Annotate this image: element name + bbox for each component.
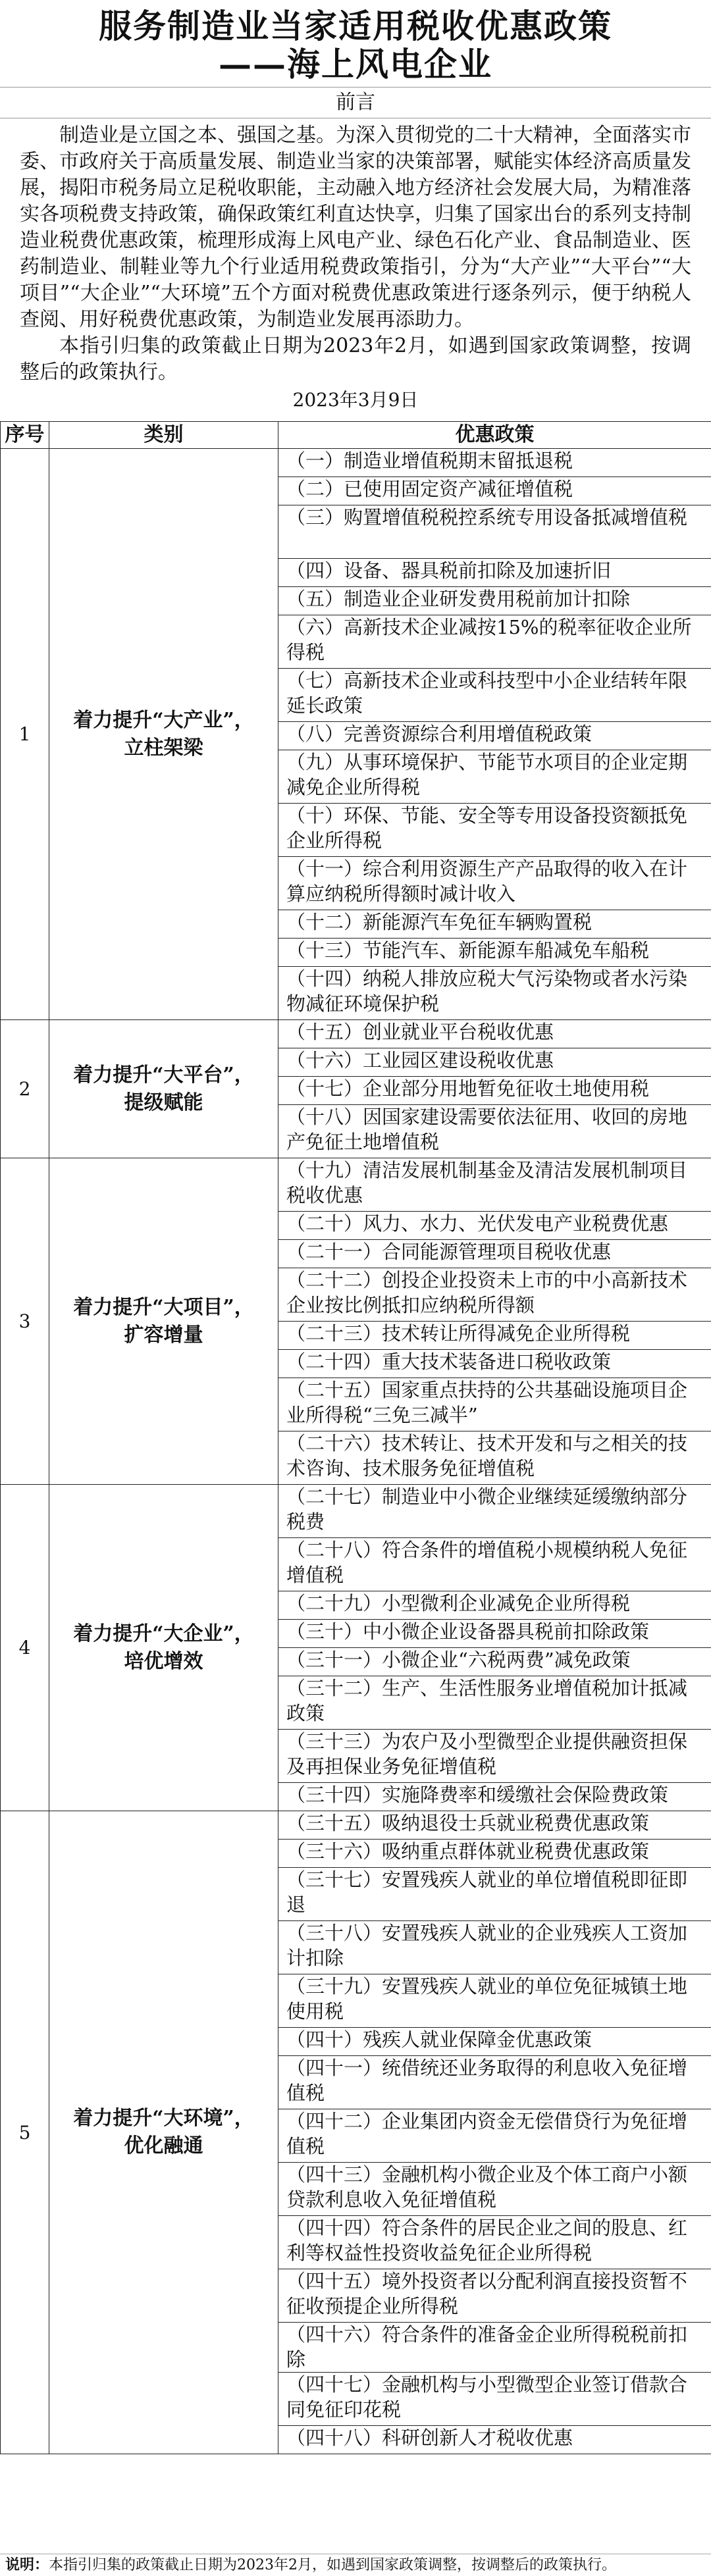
policy-item: （四十七）金融机构与小型微型企业签订借款合同免征印花税 bbox=[278, 2373, 711, 2426]
policy-item: （四十二）企业集团内资金无偿借贷行为免征增值税 bbox=[278, 2109, 711, 2163]
row-number: 1 bbox=[1, 449, 49, 1020]
policy-item: （三十二）生产、生活性服务业增值税加计抵减政策 bbox=[278, 1676, 711, 1730]
policy-item: （一）制造业增值税期末留抵退税 bbox=[278, 449, 711, 477]
policy-item: （四十）残疾人就业保障金优惠政策 bbox=[278, 2028, 711, 2056]
category-line-1: 着力提升“大平台”， bbox=[49, 1062, 278, 1089]
policy-item: （二十）风力、水力、光伏发电产业税费优惠 bbox=[278, 1212, 711, 1240]
policy-item: （三十五）吸纳退役士兵就业税费优惠政策 bbox=[278, 1811, 711, 1840]
category-line-2: 培优增效 bbox=[49, 1648, 278, 1676]
category-cell bbox=[49, 1811, 278, 2454]
page-subtitle: ——海上风电企业 bbox=[0, 45, 711, 84]
table-row bbox=[1, 1158, 711, 1212]
header-policy: 优惠政策 bbox=[278, 422, 711, 449]
footnote-label: 说明： bbox=[5, 2556, 49, 2573]
table-row bbox=[1, 1485, 711, 1538]
policy-item: （九）从事环境保护、节能节水项目的企业定期减免企业所得税 bbox=[278, 750, 711, 804]
policy-item: （三十四）实施降费率和缓缴社会保险费政策 bbox=[278, 1783, 711, 1811]
category-line-2: 提级赋能 bbox=[49, 1089, 278, 1117]
footnote-text: 本指引归集的政策截止日期为2023年2月，如遇到国家政策调整，按调整后的政策执行。 bbox=[49, 2557, 616, 2573]
policy-item: （十）环保、节能、安全等专用设备投资额抵免企业所得税 bbox=[278, 804, 711, 857]
table-row bbox=[1, 1811, 711, 1840]
category-cell bbox=[49, 1485, 278, 1811]
policy-item: （三）购置增值税税控系统专用设备抵减增值税 bbox=[278, 505, 711, 559]
policy-item: （十三）节能汽车、新能源车船减免车船税 bbox=[278, 939, 711, 967]
policy-item: （三十八）安置残疾人就业的企业残疾人工资加计扣除 bbox=[278, 1921, 711, 1974]
category-line-2: 优化融通 bbox=[49, 2132, 278, 2160]
policy-item: （十九）清洁发展机制基金及清洁发展机制项目税收优惠 bbox=[278, 1158, 711, 1212]
policy-item: （十六）工业园区建设税收优惠 bbox=[278, 1048, 711, 1077]
policy-item: （十四）纳税人排放应税大气污染物或者水污染物减征环境保护税 bbox=[278, 967, 711, 1020]
category-line-2: 扩容增量 bbox=[49, 1322, 278, 1349]
category-line-1: 着力提升“大企业”， bbox=[49, 1620, 278, 1648]
policy-item: （四十一）统借统还业务取得的利息收入免征增值税 bbox=[278, 2056, 711, 2109]
table-header-row bbox=[1, 422, 711, 449]
policy-item: （二十一）合同能源管理项目税收优惠 bbox=[278, 1240, 711, 1268]
policy-item: （十二）新能源汽车免征车辆购置税 bbox=[278, 910, 711, 939]
policy-item: （四十五）境外投资者以分配利润直接投资暂不征收预提企业所得税 bbox=[278, 2269, 711, 2323]
table-row bbox=[1, 1020, 711, 1048]
policy-item: （十八）因国家建设需要依法征用、收回的房地产免征土地增值税 bbox=[278, 1105, 711, 1158]
intro-text bbox=[20, 122, 691, 386]
policy-item: （二十四）重大技术装备进口税收政策 bbox=[278, 1350, 711, 1378]
policy-table-body bbox=[1, 449, 711, 2454]
preface-heading: 前言 bbox=[0, 87, 711, 118]
row-number: 5 bbox=[1, 1811, 49, 2454]
table-row bbox=[1, 449, 711, 477]
policy-item: （四十四）符合条件的居民企业之间的股息、红利等权益性投资收益免征企业所得税 bbox=[278, 2216, 711, 2269]
policy-item: （三十九）安置残疾人就业的单位免征城镇土地使用税 bbox=[278, 1974, 711, 2028]
policy-table bbox=[0, 421, 711, 2454]
policy-item: （四十三）金融机构小微企业及个体工商户小额贷款利息收入免征增值税 bbox=[278, 2163, 711, 2216]
policy-item: （三十三）为农户及小型微型企业提供融资担保及再担保业务免征增值税 bbox=[278, 1730, 711, 1783]
policy-item: （二十二）创投企业投资未上市的中小高新技术企业按比例抵扣应纳税所得额 bbox=[278, 1268, 711, 1322]
policy-item: （二）已使用固定资产减征增值税 bbox=[278, 477, 711, 505]
category-line-1: 着力提升“大产业”， bbox=[49, 707, 278, 734]
category-cell bbox=[49, 1158, 278, 1485]
policy-item: （二十七）制造业中小微企业继续延缓缴纳部分税费 bbox=[278, 1485, 711, 1538]
policy-item: （二十八）符合条件的增值税小规模纳税人免征增值税 bbox=[278, 1538, 711, 1591]
intro-paragraph-1: 制造业是立国之本、强国之基。为深入贯彻党的二十大精神，全面落实市委、市政府关于高质量发展、制造业当家的决策部署，赋能实体经济高质量发展，揭阳市税务局立足税收职能，主动融入地方经济社会发展大局，为精准落实各项税费支持政策，确保政策红利直达快享，归集了国家出台的系列支持制造业税费优惠政策，梳理形成海上风电产业、绿色石化产业、食品制造业、医药制造业、制鞋业等九个行业适用税费政策指引，分为“大产业”“大平台”“大项目”“大企业”“大环境”五个方面对税费优惠政策进行逐条列示，便于纳税人查阅、用好税费优惠政策，为制造业发展再添助力。 bbox=[20, 122, 691, 333]
policy-item: （七）高新技术企业或科技型中小企业结转年限延长政策 bbox=[278, 669, 711, 722]
policy-item: （八）完善资源综合利用增值税政策 bbox=[278, 722, 711, 750]
footnote bbox=[0, 2554, 711, 2575]
policy-item: （四十六）符合条件的准备金企业所得税税前扣除 bbox=[278, 2323, 711, 2373]
policy-item: （四十八）科研创新人才税收优惠 bbox=[278, 2426, 711, 2454]
policy-item: （十五）创业就业平台税收优惠 bbox=[278, 1020, 711, 1048]
policy-item: （六）高新技术企业减按15%的税率征收企业所得税 bbox=[278, 615, 711, 669]
policy-item: （五）制造业企业研发费用税前加计扣除 bbox=[278, 587, 711, 615]
category-line-2: 立柱架梁 bbox=[49, 734, 278, 762]
page-title: 服务制造业当家适用税收优惠政策 bbox=[0, 7, 711, 46]
row-number: 4 bbox=[1, 1485, 49, 1811]
policy-item: （二十三）技术转让所得减免企业所得税 bbox=[278, 1322, 711, 1350]
header-category: 类别 bbox=[49, 422, 278, 449]
category-line-1: 着力提升“大环境”， bbox=[49, 2105, 278, 2132]
header-no: 序号 bbox=[1, 422, 49, 449]
policy-item: （三十）中小微企业设备器具税前扣除政策 bbox=[278, 1620, 711, 1648]
policy-item: （二十六）技术转让、技术开发和与之相关的技术咨询、技术服务免征增值税 bbox=[278, 1431, 711, 1485]
policy-item: （十一）综合利用资源生产产品取得的收入在计算应纳税所得额时减计收入 bbox=[278, 857, 711, 910]
row-number: 3 bbox=[1, 1158, 49, 1485]
policy-item: （二十九）小型微利企业减免企业所得税 bbox=[278, 1591, 711, 1620]
policy-item: （四）设备、器具税前扣除及加速折旧 bbox=[278, 559, 711, 587]
category-cell bbox=[49, 1020, 278, 1158]
policy-item: （二十五）国家重点扶持的公共基础设施项目企业所得税“三免三减半” bbox=[278, 1378, 711, 1431]
row-number: 2 bbox=[1, 1020, 49, 1158]
policy-item: （三十七）安置残疾人就业的单位增值税即征即退 bbox=[278, 1868, 711, 1921]
policy-item: （十七）企业部分用地暂免征收土地使用税 bbox=[278, 1077, 711, 1105]
intro-paragraph-2: 本指引归集的政策截止日期为2023年2月，如遇到国家政策调整，按调整后的政策执行。 bbox=[20, 333, 691, 386]
policy-item: （三十一）小微企业“六税两费”减免政策 bbox=[278, 1648, 711, 1676]
policy-item: （三十六）吸纳重点群体就业税费优惠政策 bbox=[278, 1840, 711, 1868]
category-cell bbox=[49, 449, 278, 1020]
category-line-1: 着力提升“大项目”， bbox=[49, 1294, 278, 1322]
publish-date: 2023年3月9日 bbox=[0, 388, 711, 412]
